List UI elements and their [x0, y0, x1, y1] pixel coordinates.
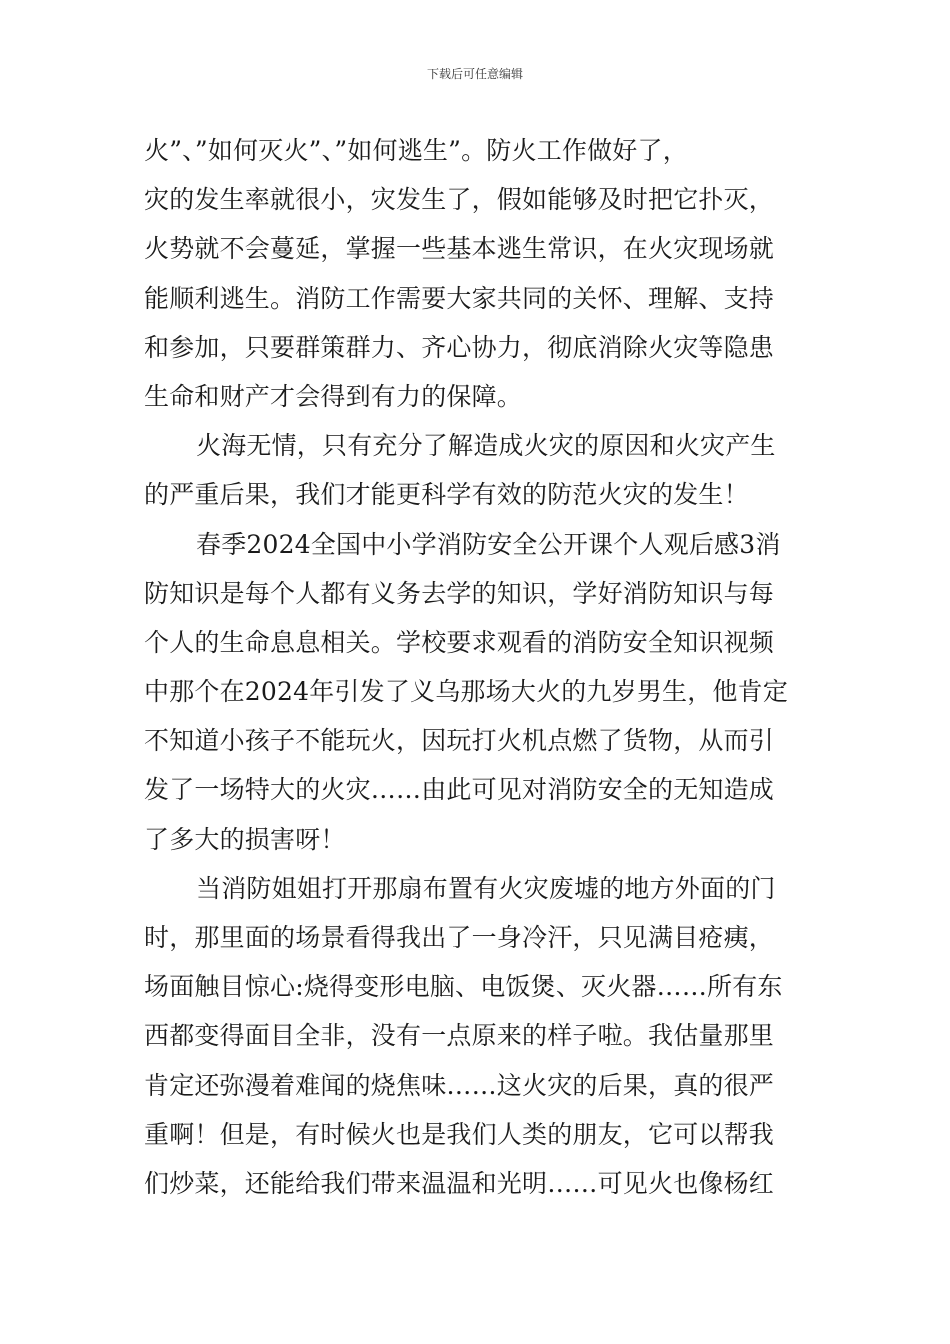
- text-line: 中那个在2024年引发了义乌那场大火的九岁男生，他肯定: [144, 677, 789, 707]
- text-line: 场面触目惊心:烧得变形电脑、电饭煲、灭火器……所有东: [144, 972, 783, 1002]
- text-line: 西都变得面目全非，没有一点原来的样子啦。我估量那里: [144, 1021, 775, 1051]
- text-line: 的严重后果，我们才能更科学有效的防范火灾的发生！: [144, 480, 749, 510]
- page-header-note: 下载后可任意编辑: [426, 67, 523, 81]
- text-line: 能顺利逃生。消防工作需要大家共同的关怀、理解、支持: [144, 283, 775, 313]
- paragraph-first-line: 火海无情，只有充分了解造成火灾的原因和火灾产生: [196, 431, 776, 461]
- text-line: 了多大的损害呀！: [144, 824, 346, 854]
- text-line: 灾的发生率就很小，灾发生了，假如能够及时把它扑灭，: [144, 185, 775, 215]
- text-line: 肯定还弥漫着难闻的烧焦味……这火灾的后果，真的很严: [144, 1070, 775, 1100]
- text-line: 和参加，只要群策群力、齐心协力，彻底消除火灾等隐患: [144, 332, 775, 362]
- text-line: 重啊！但是，有时候火也是我们人类的朋友，它可以帮我: [144, 1119, 775, 1149]
- text-line: 火势就不会蔓延，掌握一些基本逃生常识，在火灾现场就: [144, 234, 775, 264]
- text-line: 时，那里面的场景看得我出了一身冷汗，只见满目疮痍，: [144, 923, 775, 952]
- text-line: 火”、”如何灭火”、”如何逃生”。防火工作做好了，: [144, 136, 688, 165]
- paragraph-first-line: 当消防姐姐打开那扇布置有火灾废墟的地方外面的门: [196, 873, 776, 903]
- text-line: 们炒菜，还能给我们带来温温和光明……可见火也像杨红: [144, 1168, 775, 1198]
- document-body: [144, 126, 809, 1208]
- text-line: 生命和财产才会得到有力的保障。: [144, 381, 523, 411]
- text-line: 防知识是每个人都有义务去学的知识，学好消防知识与每: [144, 578, 775, 608]
- paragraph-first-line: 春季2024全国中小学消防安全公开课个人观后感3消: [196, 529, 781, 559]
- text-line: 发了一场特大的火灾……由此可见对消防安全的无知造成: [144, 775, 775, 805]
- text-line: 个人的生命息息相关。学校要求观看的消防安全知识视频: [144, 627, 775, 657]
- text-line: 不知道小孩子不能玩火，因玩打火机点燃了货物，从而引: [144, 726, 775, 756]
